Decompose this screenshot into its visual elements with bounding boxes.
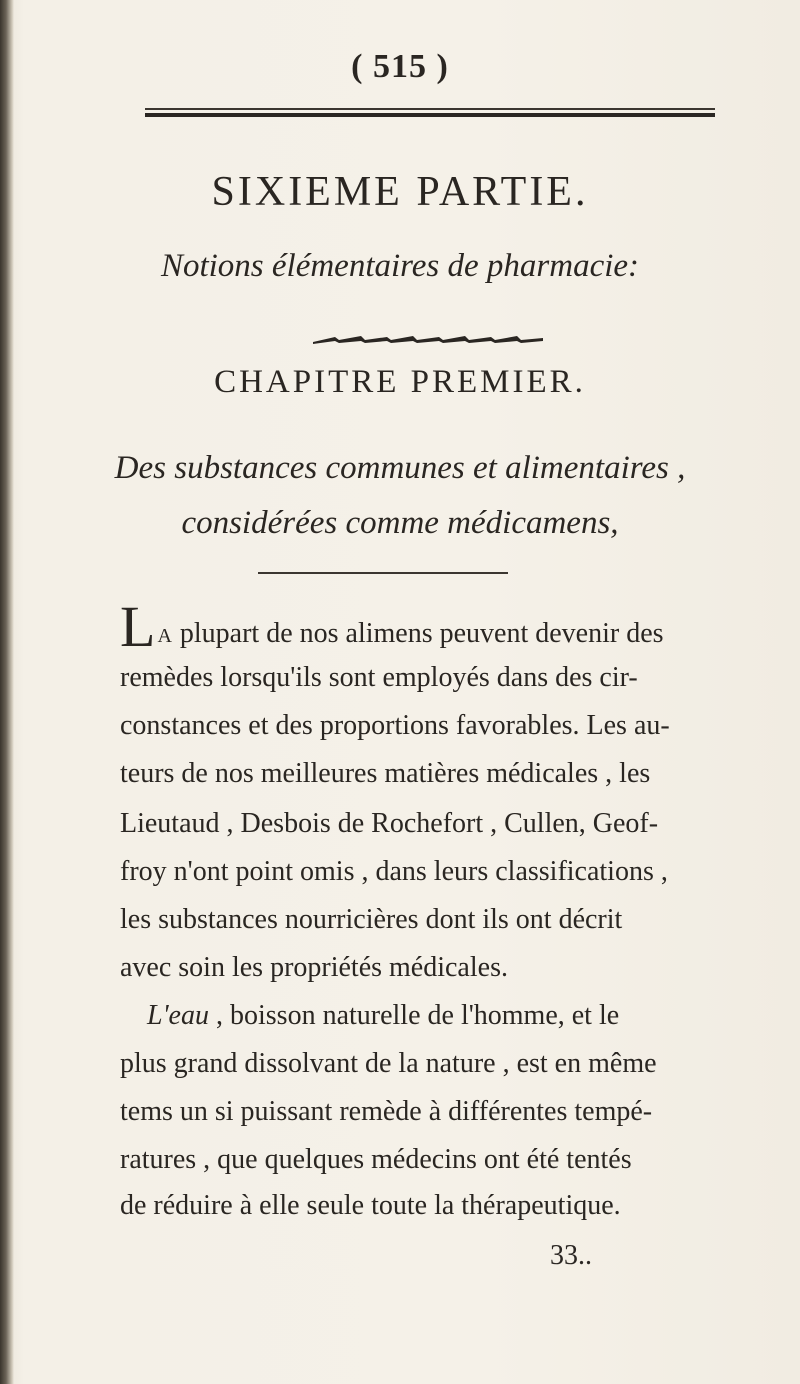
paragraph-2-line-5: de réduire à elle seule toute la thérapeutique. [120, 1190, 621, 1221]
catchword: 33.. [550, 1240, 592, 1271]
section-rule [258, 572, 508, 574]
paragraph-2-line-2: plus grand dissolvant de la nature , est en même [120, 1048, 657, 1079]
header-rule-thin [145, 108, 715, 110]
paragraph-1-line-8: avec soin les propriétés médicales. [120, 952, 508, 983]
paragraph-2-line-1: L'eau , boisson naturelle de l'homme, et le [147, 1000, 620, 1031]
drop-cap: L [120, 594, 156, 659]
chapter-subtitle-line-1: Des substances communes et alimentaires , [114, 450, 686, 486]
small-cap: A [157, 625, 173, 647]
paragraph-1-line-5: Lieutaud , Desbois de Rochefort , Cullen, Geof- [120, 808, 659, 839]
paragraph-2-line-4: ratures , que quelques médecins ont été tentés [120, 1144, 632, 1175]
lead-term: L'eau [147, 1000, 209, 1031]
part-subtitle: Notions élémentaires de pharmacie: [160, 248, 640, 284]
paragraph-1-line-1: L A plupart de nos alimens peuvent devenir des [120, 594, 664, 659]
paragraph-1-line-4: teurs de nos meilleures matières médicales , les [120, 758, 651, 789]
ornament-divider [313, 334, 543, 346]
paragraph-2-line-3: tems un si puissant remède à différentes tempé- [120, 1096, 653, 1127]
paragraph-1-line-7: les substances nourricières dont ils ont décrit [120, 904, 623, 935]
part-title: SIXIEME PARTIE. [211, 169, 589, 215]
paragraph-1-line-3: constances et des proportions favorables. Les au- [120, 710, 670, 741]
header-rule-thick [145, 113, 715, 117]
paragraph-1-line-6: froy n'ont point omis , dans leurs classifications , [120, 856, 668, 887]
chapter-title: CHAPITRE PREMIER. [214, 364, 586, 400]
paragraph-1-line-2: remèdes lorsqu'ils sont employés dans des cir- [120, 662, 638, 693]
page-number: ( 515 ) [351, 48, 449, 85]
chapter-subtitle-line-2: considérées comme médicamens, [181, 505, 619, 541]
